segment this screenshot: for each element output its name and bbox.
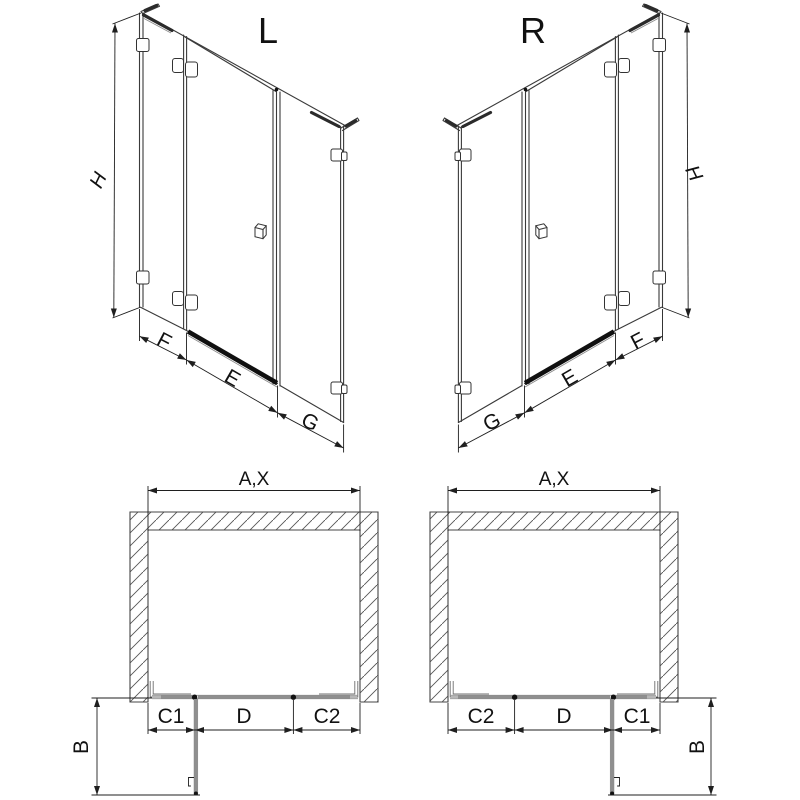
dim-label-f-left: F bbox=[153, 328, 176, 355]
dim-label-c1-left: C1 bbox=[157, 705, 185, 728]
dim-label-d-left: D bbox=[236, 705, 252, 728]
dim-label-c1-right: C1 bbox=[623, 705, 651, 728]
variant-label-right: R bbox=[520, 10, 546, 51]
dim-label-c2-right: C2 bbox=[467, 705, 495, 728]
dim-label-ax-left: A,X bbox=[238, 469, 270, 490]
dim-label-height-left: H bbox=[85, 169, 112, 192]
dim-label-b-right: B bbox=[686, 739, 709, 755]
dim-label-c2-left: C2 bbox=[313, 705, 341, 728]
wall-hatch-right-plan bbox=[430, 512, 678, 702]
dim-label-ax-right: A,X bbox=[538, 469, 570, 490]
dim-label-height-right: H bbox=[680, 162, 707, 185]
labels bbox=[70, 10, 709, 754]
variant-label-left: L bbox=[257, 10, 279, 51]
wall-hatch-left-plan bbox=[130, 512, 378, 702]
dim-label-f-right: F bbox=[626, 328, 649, 355]
dim-label-d-right: D bbox=[556, 705, 572, 728]
dim-label-g-left: G bbox=[297, 408, 323, 437]
dim-label-e-right: E bbox=[557, 364, 582, 392]
dim-label-e-left: E bbox=[220, 364, 245, 392]
dim-label-g-right: G bbox=[479, 408, 505, 437]
dim-label-b-left: B bbox=[70, 739, 93, 755]
